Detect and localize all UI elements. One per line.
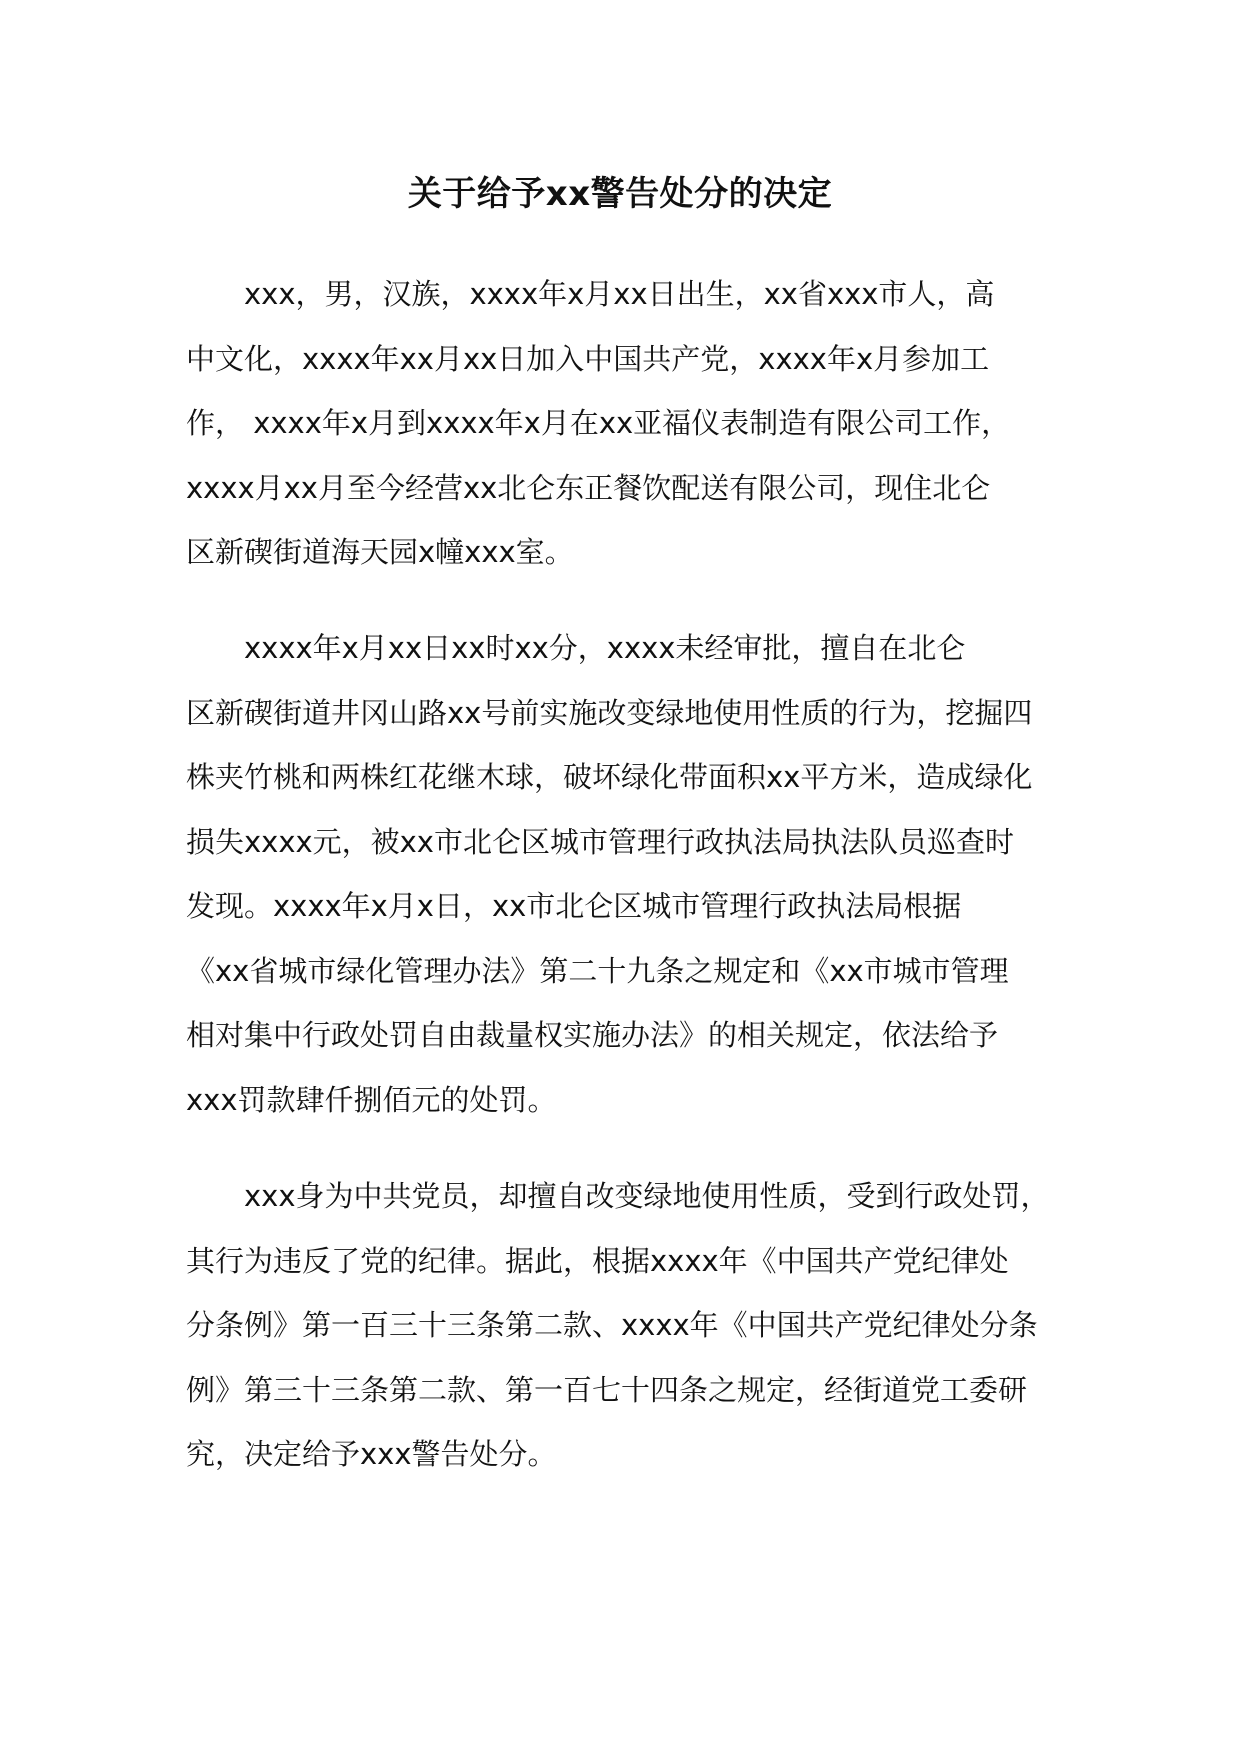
document-title: 关于给予xx警告处分的决定: [407, 174, 833, 214]
paragraph-line: 株夹竹桃和两株红花继木球，破坏绿化带面积xx平方米，造成绿化: [186, 760, 1033, 794]
paragraph-line: 究，决定给予xxx警告处分。: [186, 1437, 557, 1471]
paragraph-line: 分条例》第一百三十三条第二款、xxxx年《中国共产党纪律处分条: [186, 1308, 1038, 1342]
paragraph-line: xxxx月xx月至今经营xx北仑东正餐饮配送有限公司，现住北仑: [186, 470, 991, 505]
paragraph-line: 发现。xxxx年x月x日，xx市北仑区城市管理行政执法局根据: [186, 889, 962, 923]
paragraph-line: xxx，男，汉族，xxxx年x月xx日出生，xx省xxx市人，高: [244, 277, 995, 311]
paragraph-line: 区新碶街道井冈山路xx号前实施改变绿地使用性质的行为，挖掘四: [186, 695, 1033, 730]
paragraph-line: xxx罚款肆仟捌佰元的处罚。: [186, 1082, 557, 1117]
paragraph-line: 例》第三十三条第二款、第一百七十四条之规定，经街道党工委研: [186, 1372, 1028, 1407]
paragraph-line: 损失xxxx元，被xx市北仑区城市管理行政执法局执法队员巡查时: [186, 824, 1014, 859]
paragraph-personal-info: [186, 262, 1066, 585]
paragraph-line: xxx身为中共党员，却擅自改变绿地使用性质，受到行政处罚，: [244, 1179, 1050, 1213]
paragraph-line: 作， xxxx年x月到xxxx年x月在xx亚福仪表制造有限公司工作，: [186, 406, 1011, 440]
paragraph-line: 区新碶街道海天园x幢xxx室。: [186, 535, 574, 569]
paragraph-line: 其行为违反了党的纪律。据此，根据xxxx年《中国共产党纪律处: [186, 1243, 1009, 1278]
paragraph-line: 《xx省城市绿化管理办法》第二十九条之规定和《xx市城市管理: [186, 953, 1009, 988]
paragraph-line: 相对集中行政处罚自由裁量权实施办法》的相关规定，依法给予: [186, 1018, 999, 1052]
paragraph-line: 中文化，xxxx年xx月xx日加入中国共产党，xxxx年x月参加工: [186, 341, 990, 376]
paragraph-violation-facts: [186, 616, 1066, 1132]
paragraph-line: xxxx年x月xx日xx时xx分，xxxx未经审批，擅自在北仑: [244, 631, 966, 665]
paragraph-decision: [186, 1164, 1066, 1487]
